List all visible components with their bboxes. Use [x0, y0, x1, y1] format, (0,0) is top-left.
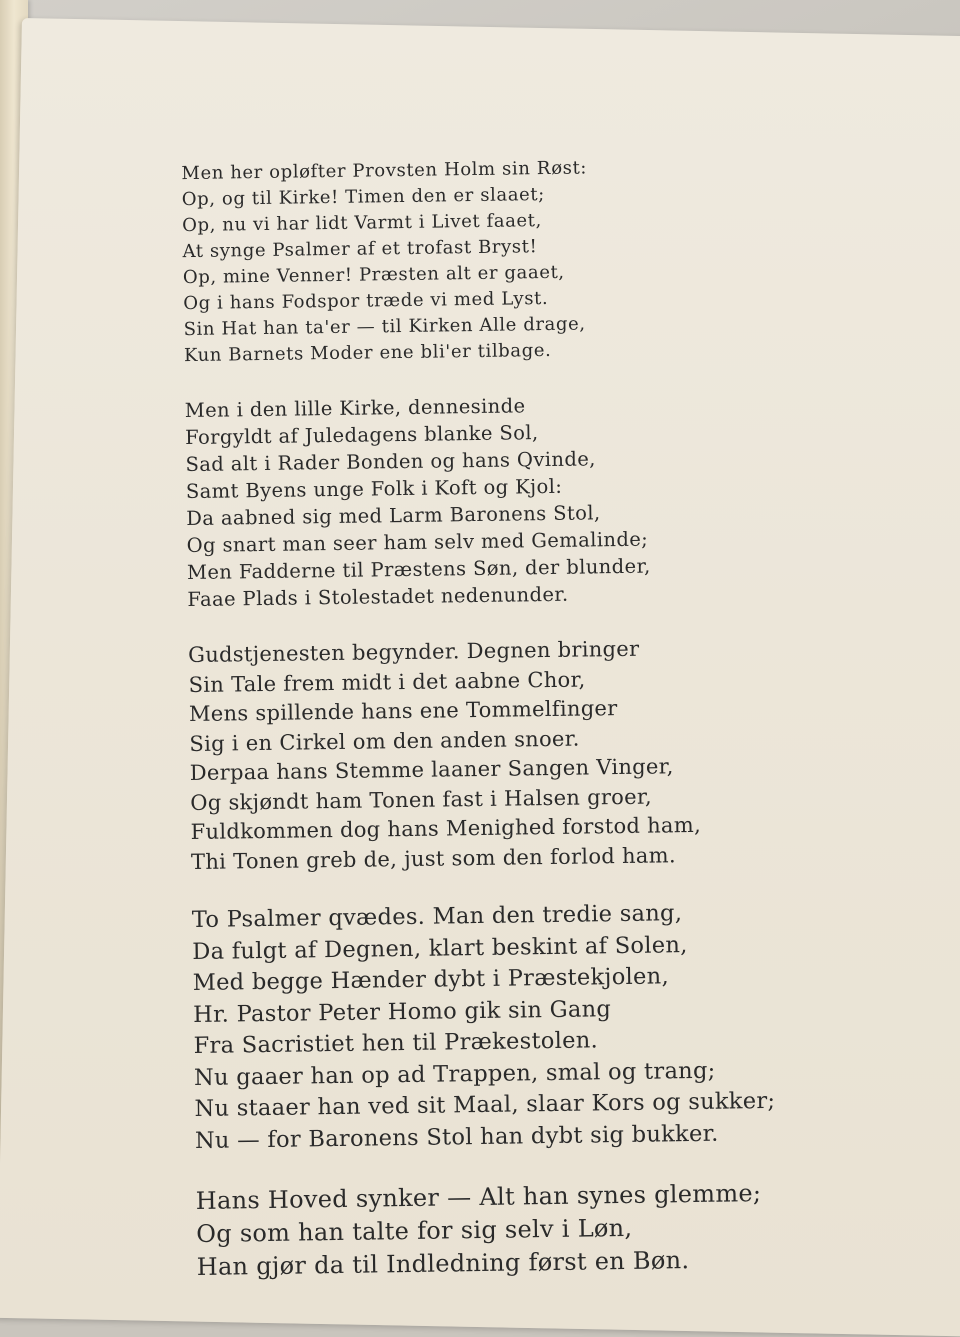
verse-line: Op, og til Kirke! Timen den er slaaet;: [181, 184, 546, 211]
verse-line: At synge Psalmer af et trofast Bryst!: [182, 236, 538, 263]
verse-line: Samt Byens unge Folk i Koft og Kjol:: [185, 474, 563, 504]
verse-line: Men Fadderne til Præstens Søn, der blunder,: [186, 554, 651, 585]
verse-line: Sin Hat han ta'er — til Kirken Alle drage,: [183, 313, 586, 341]
verse-line: Med begge Hænder dybt i Præstekjolen,: [192, 963, 670, 997]
verse-line: Han gjør da til Indledning først en Bøn.: [196, 1246, 690, 1281]
verse-line: Men her opløfter Provsten Holm sin Røst:: [181, 157, 588, 185]
poem-text: [181, 153, 778, 1312]
verse-line: Nu — for Baronens Stol han dybt sig bukker.: [194, 1120, 719, 1154]
verse-line: Nu gaaer han op ad Trappen, smal og trang;: [193, 1057, 716, 1091]
verse-line: Sad alt i Rader Bonden og hans Qvinde,: [185, 447, 596, 477]
verse-line: Hans Hoved synker — Alt han synes glemme;: [195, 1179, 762, 1215]
verse-line: Hr. Pastor Peter Homo gik sin Gang: [193, 995, 612, 1028]
verse-line: Faae Plads i Stolestadet nedenunder.: [187, 582, 569, 612]
verse-line: Mens spillende hans ene Tommelfinger: [188, 696, 618, 727]
verse-line: Nu staaer han ved sit Maal, slaar Kors og sukker;: [194, 1087, 776, 1122]
verse-line: Og i hans Fodspor træde vi med Lyst.: [183, 287, 549, 315]
book-page: [0, 18, 960, 1337]
verse-line: Fuldkommen dog hans Menighed forstod ham,: [190, 812, 702, 845]
verse-line: Gudstjenesten begynder. Degnen bringer: [188, 636, 640, 668]
verse-line: Op, nu vi har lidt Varmt i Livet faaet,: [182, 210, 543, 237]
verse-line: Og snart man seer ham selv med Gemalinde;: [186, 527, 649, 558]
verse-line: Thi Tonen greb de, just som den forlod ham.: [190, 842, 677, 874]
stanza-4: [192, 897, 776, 1157]
verse-line: Sin Tale frem midt i det aabne Chor,: [188, 666, 586, 697]
verse-line: Da aabned sig med Larm Baronens Stol,: [186, 501, 601, 531]
verse-line: Fra Sacristiet hen til Prækestolen.: [193, 1027, 599, 1059]
verse-line: Kun Barnets Moder ene bli'er tilbage.: [183, 339, 552, 367]
verse-line: Og som han talte for sig selv i Løn,: [196, 1213, 633, 1248]
stanza-3: [188, 633, 772, 877]
verse-line: Sig i en Cirkel om den anden snoer.: [189, 726, 580, 756]
verse-line: Og skjøndt ham Tonen fast i Halsen groer,: [190, 784, 653, 815]
stanza-5: [196, 1177, 778, 1284]
verse-line: To Psalmer qvædes. Man den tredie sang,: [191, 900, 683, 934]
verse-line: Derpaa hans Stemme laaner Sangen Vinger,: [189, 754, 674, 786]
stanza-2: [185, 389, 769, 613]
stanza-1: [181, 153, 765, 369]
verse-line: Da fulgt af Degnen, klart beskint af Solen,: [192, 931, 688, 965]
verse-line: Forgyldt af Juledagens blanke Sol,: [184, 421, 539, 450]
verse-line: Men i den lille Kirke, dennesinde: [184, 394, 526, 423]
verse-line: Op, mine Venner! Præsten alt er gaaet,: [182, 261, 565, 289]
